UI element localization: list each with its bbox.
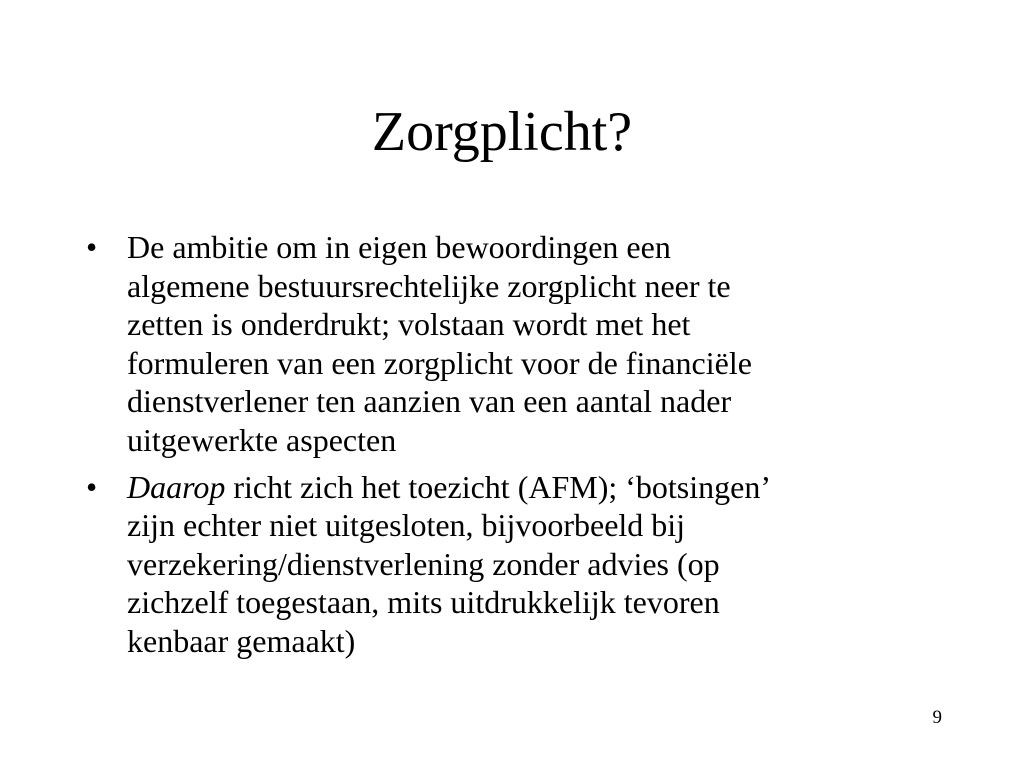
page-number: 9 [932, 707, 942, 728]
bullet-icon: • [86, 468, 98, 505]
bullet-text-line: zichzelf toegestaan, mits uitdrukkelijk tevoren [127, 584, 720, 621]
emphasized-word: Daarop [127, 468, 226, 505]
bullet-text-line: uitgewerkte aspecten [127, 421, 397, 458]
bullet-text-line [127, 468, 986, 507]
bullet-text-line: kenbaar gemaakt) [127, 622, 356, 659]
bullet-text-line: formuleren van een zorgplicht voor de financiële [127, 344, 752, 381]
bullet-list [86, 228, 986, 669]
bullet-text-line: zijn echter niet uitgesloten, bijvoorbeeld bij [127, 507, 686, 544]
bullet-icon: • [86, 229, 98, 265]
bullet-text-line: algemene bestuursrechtelijke zorgplicht neer te [127, 267, 731, 304]
bullet-text-line: dienstverlener ten aanzien van een aantal nader [127, 383, 732, 420]
slide-title: Zorgplicht? [371, 101, 633, 163]
bullet-text-line: zetten is onderdrukt; volstaan wordt met het [127, 306, 691, 343]
bullet-item [86, 468, 986, 661]
bullet-item [86, 228, 986, 460]
bullet-text-line: verzekering/dienstverlening zonder advies (op [127, 545, 720, 582]
bullet-text-segment: richt zich het toezicht (AFM); ‘botsingen’ [225, 468, 771, 505]
bullet-text-line: De ambitie om in eigen bewoordingen een [127, 229, 671, 265]
